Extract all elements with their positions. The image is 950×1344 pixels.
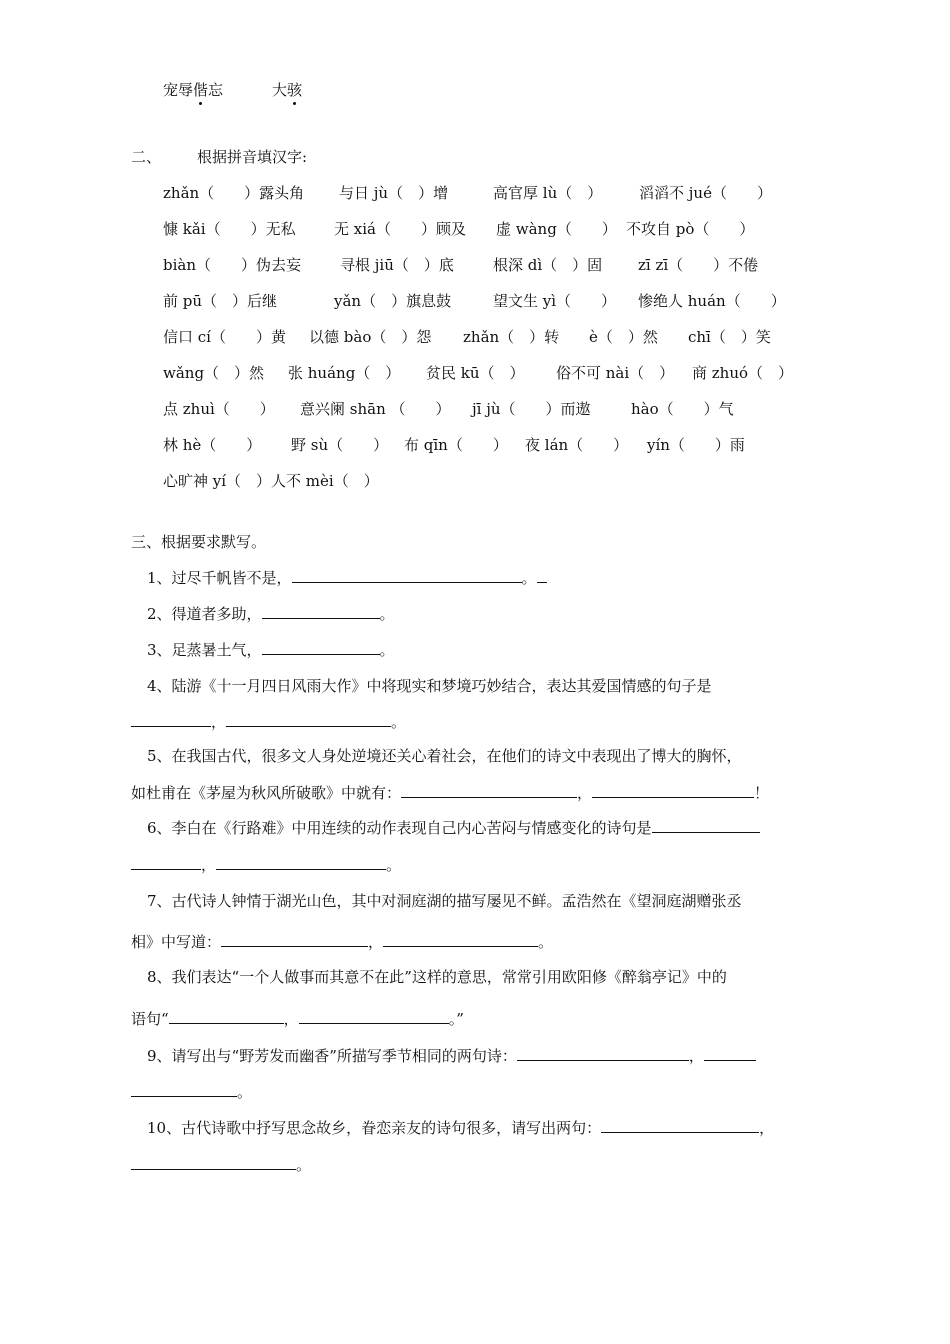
pinyin-item: jī jù（ ）而遨 xyxy=(472,400,591,418)
question-5: 5、在我国古代，很多文人身处逆境还关心着社会，在他们的诗文中表现出了博大的胸怀， xyxy=(147,747,742,765)
pinyin-item: biàn（ ）伪去妄 xyxy=(163,256,302,274)
question-2: 2、得道者多助， 。 xyxy=(147,605,395,623)
pinyin-item: 俗不可 nài（ ） xyxy=(556,364,675,382)
pinyin-item: zhǎn（ ）露头角 xyxy=(163,184,305,202)
pinyin-item: 寻根 jiū（ ）底 xyxy=(340,256,454,274)
question-9: 9、请写出与“野芳发而幽香”所描写季节相同的两句诗： ， xyxy=(147,1046,756,1066)
question-4-answer: ， 。 xyxy=(131,712,406,732)
pinyin-item: 无 xiá（ ）顾及 xyxy=(334,220,466,238)
pinyin-item: yǎn（ ）旗息鼓 xyxy=(334,292,452,310)
pinyin-item: 张 huáng（ ） xyxy=(288,364,401,382)
pinyin-item: 高官厚 lù（ ） xyxy=(493,184,603,202)
question-10: 10、古代诗歌中抒写思念故乡，眷恋亲友的诗句很多，请写出两句： ， xyxy=(147,1119,775,1137)
pinyin-item: 点 zhuì（ ） xyxy=(163,400,275,418)
pinyin-item: chī（ ）笑 xyxy=(688,328,771,346)
pinyin-item: è（ ）然 xyxy=(589,328,658,346)
pinyin-item: 商 zhuó（ ） xyxy=(692,364,794,382)
section3-title: 三、根据要求默写。 xyxy=(131,533,267,551)
dotted-word-1: 宠辱偕忘 xyxy=(163,81,224,99)
pinyin-item: 根深 dì（ ）固 xyxy=(493,256,603,274)
question-8: 8、我们表达“一个人做事而其意不在此”这样的意思，常常引用欧阳修《醉翁亭记》中的 xyxy=(147,968,727,986)
pinyin-item: wǎng（ ）然 xyxy=(163,364,265,382)
pinyin-item: yín（ ）雨 xyxy=(647,436,745,454)
question-9-answer: 。 xyxy=(131,1082,252,1102)
pinyin-item: 布 qīn（ ） xyxy=(404,436,508,454)
pinyin-item: 前 pū（ ）后继 xyxy=(163,292,278,310)
pinyin-item: 惨绝人 huán（ ） xyxy=(638,292,786,310)
section2-number: 二、 xyxy=(131,148,162,166)
pinyin-item: 与日 jù（ ）增 xyxy=(339,184,449,202)
pinyin-item: 心旷神 yí（ ）人不 mèi（ ） xyxy=(163,472,379,490)
question-6-answer: ， 。 xyxy=(131,855,401,875)
pinyin-item: 意兴阑 shān （ ） xyxy=(300,400,451,418)
pinyin-item: 野 sù（ ） xyxy=(291,436,389,454)
question-1: 1、过尽千帆皆不是， 。 xyxy=(147,568,547,588)
dotted-word-2: 大骇 xyxy=(272,81,303,99)
pinyin-item: 信口 cí（ ）黄 xyxy=(163,328,286,346)
pinyin-item: 以德 bào（ ）怨 xyxy=(309,328,432,346)
pinyin-item: 贫民 kū（ ） xyxy=(426,364,525,382)
question-10-answer: 。 xyxy=(131,1155,311,1175)
question-5-answer: 如杜甫在《茅屋为秋风所破歌》中就有： ， ！ xyxy=(131,784,770,802)
pinyin-item: zhǎn（ ）转 xyxy=(463,328,560,346)
pinyin-item: 滔滔不 jué（ ） xyxy=(639,184,772,202)
question-3: 3、足蒸暑土气， 。 xyxy=(147,641,395,659)
pinyin-item: zī zī（ ）不倦 xyxy=(638,256,759,274)
pinyin-item: 不攻自 pò（ ） xyxy=(626,220,755,238)
pinyin-item: 望文生 yì（ ） xyxy=(493,292,617,310)
section2-title: 根据拼音填汉字: xyxy=(197,148,308,166)
pinyin-item: 虚 wàng（ ） xyxy=(496,220,617,238)
question-4: 4、陆游《十一月四日风雨大作》中将现实和梦境巧妙结合，表达其爱国情感的句子是 xyxy=(147,677,712,695)
question-6: 6、李白在《行路难》中用连续的动作表现自己内心苦闷与情感变化的诗句是 xyxy=(147,818,760,838)
pinyin-item: hào（ ）气 xyxy=(631,400,734,418)
pinyin-item: 林 hè（ ） xyxy=(163,436,262,454)
question-8-answer: 语句“ ， 。” xyxy=(131,1010,464,1028)
question-7: 7、古代诗人钟情于湖光山色，其中对洞庭湖的描写屡见不鲜。孟浩然在《望洞庭湖赠张丞 xyxy=(147,892,742,910)
question-7-answer: 相》中写道： ， 。 xyxy=(131,933,554,951)
pinyin-item: 夜 lán（ ） xyxy=(525,436,629,454)
pinyin-item: 慷 kǎi（ ）无私 xyxy=(163,220,296,238)
